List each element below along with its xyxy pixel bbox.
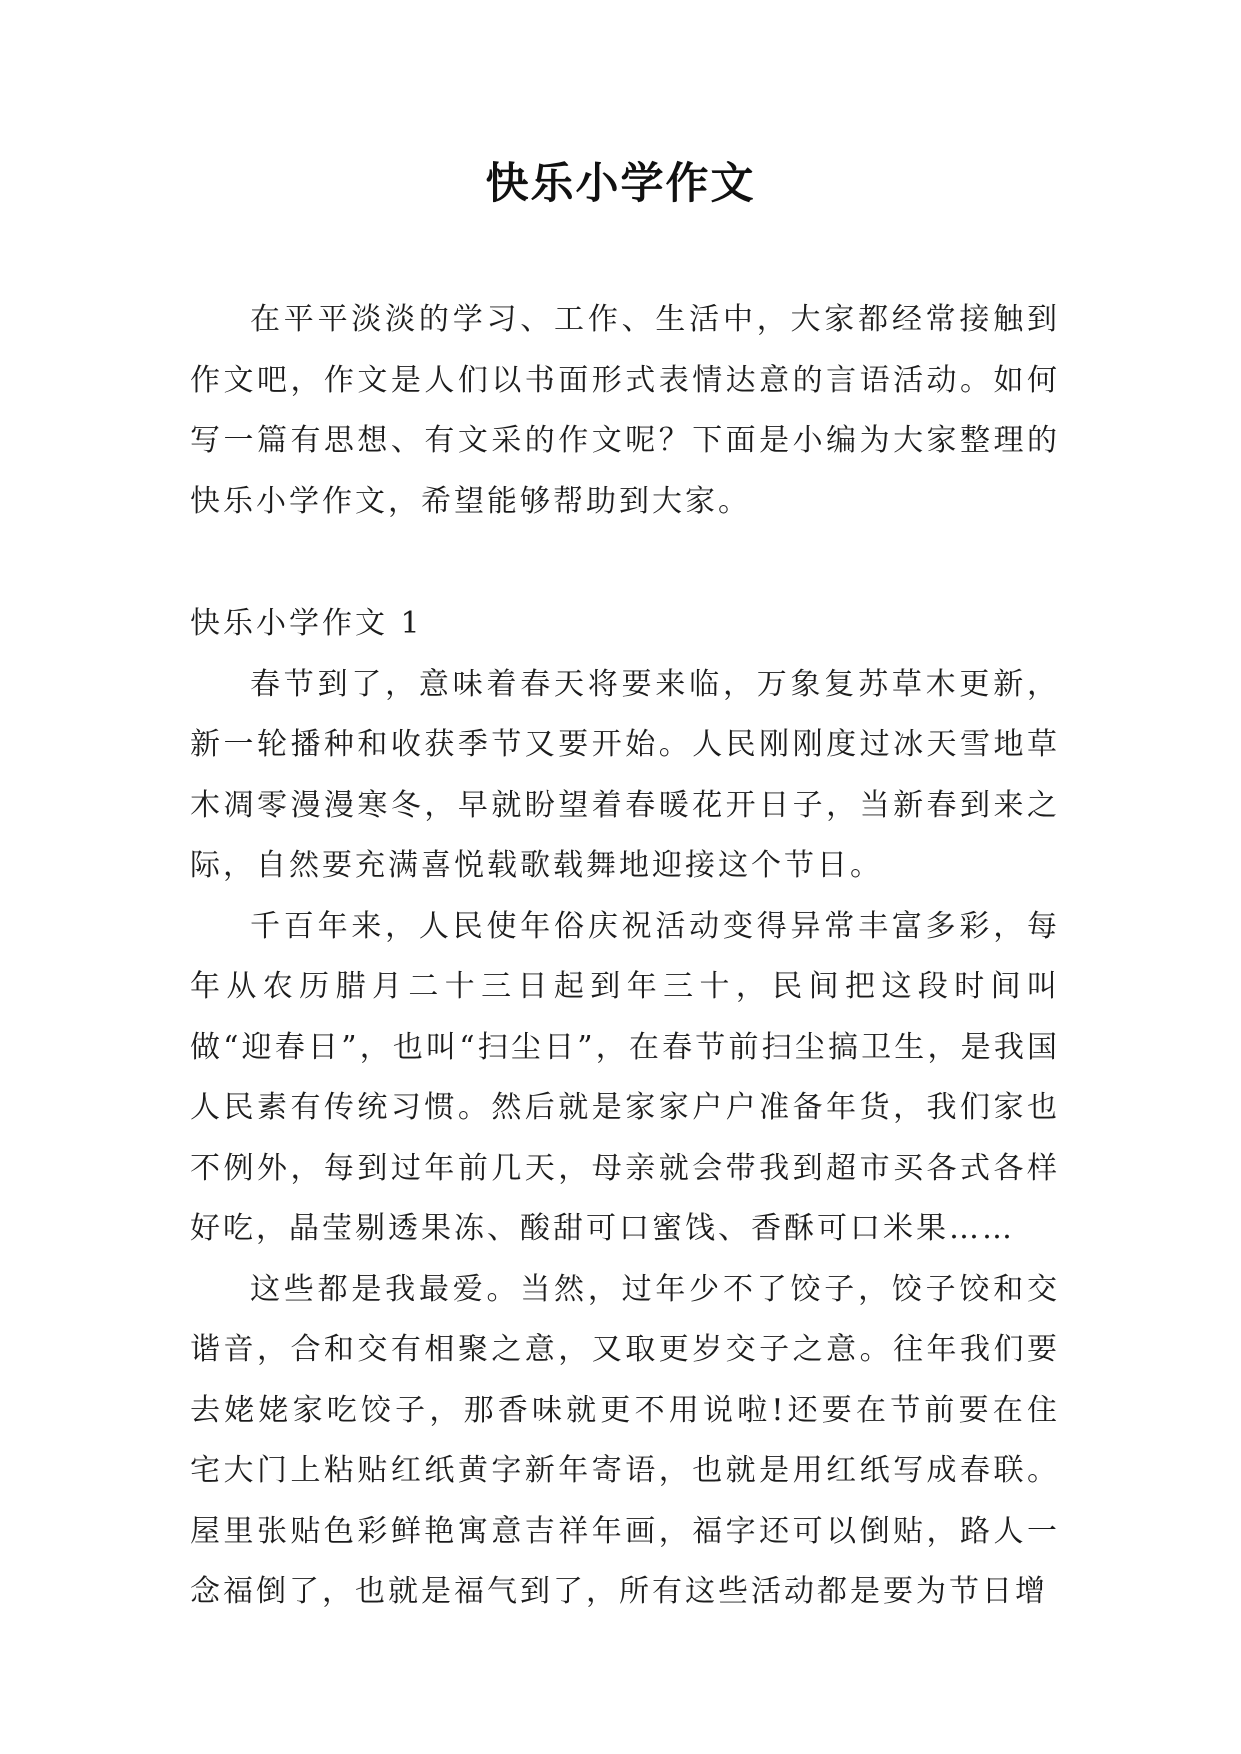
body-paragraph: 千百年来，人民使年俗庆祝活动变得异常丰富多彩，每年从农历腊月二十三日起到年三十，民间把这段时间叫做“迎春日”，也叫“扫尘日”，在春节前扫尘搞卫生，是我国人民素有传统习惯。然后就是家家户户准备年货，我们家也不例外，每到过年前几天，母亲就会带我到超市买各式各样好吃，晶莹剔透果冻、酸甜可口蜜饯、香酥可口米果…… bbox=[190, 908, 1060, 1246]
section-heading: 快乐小学作文 1 bbox=[190, 606, 423, 641]
body-paragraph: 这些都是我最爱。当然，过年少不了饺子，饺子饺和交谐音，合和交有相聚之意，又取更岁交子之意。往年我们要去姥姥家吃饺子，那香味就更不用说啦!还要在节前要在住宅大门上粘贴红纸黄字新年寄语，也就是用红纸写成春联。屋里张贴色彩鲜艳寓意吉祥年画，福字还可以倒贴，路人一念福倒了，也就是福气到了，所有这些活动都是要为节日增 bbox=[190, 1271, 1060, 1609]
document-body bbox=[190, 290, 1060, 1623]
body-paragraph: 春节到了，意味着春天将要来临，万象复苏草木更新，新一轮播种和收获季节又要开始。人民刚刚度过冰天雪地草木凋零漫漫寒冬，早就盼望着春暖花开日子，当新春到来之际，自然要充满喜悦载歌载舞地迎接这个节日。 bbox=[190, 666, 1060, 883]
intro-paragraph: 在平平淡淡的学习、工作、生活中，大家都经常接触到作文吧，作文是人们以书面形式表情达意的言语活动。如何写一篇有思想、有文采的作文呢？下面是小编为大家整理的快乐小学作文，希望能够帮助到大家。 bbox=[190, 302, 1060, 519]
page-title: 快乐小学作文 bbox=[485, 159, 756, 209]
